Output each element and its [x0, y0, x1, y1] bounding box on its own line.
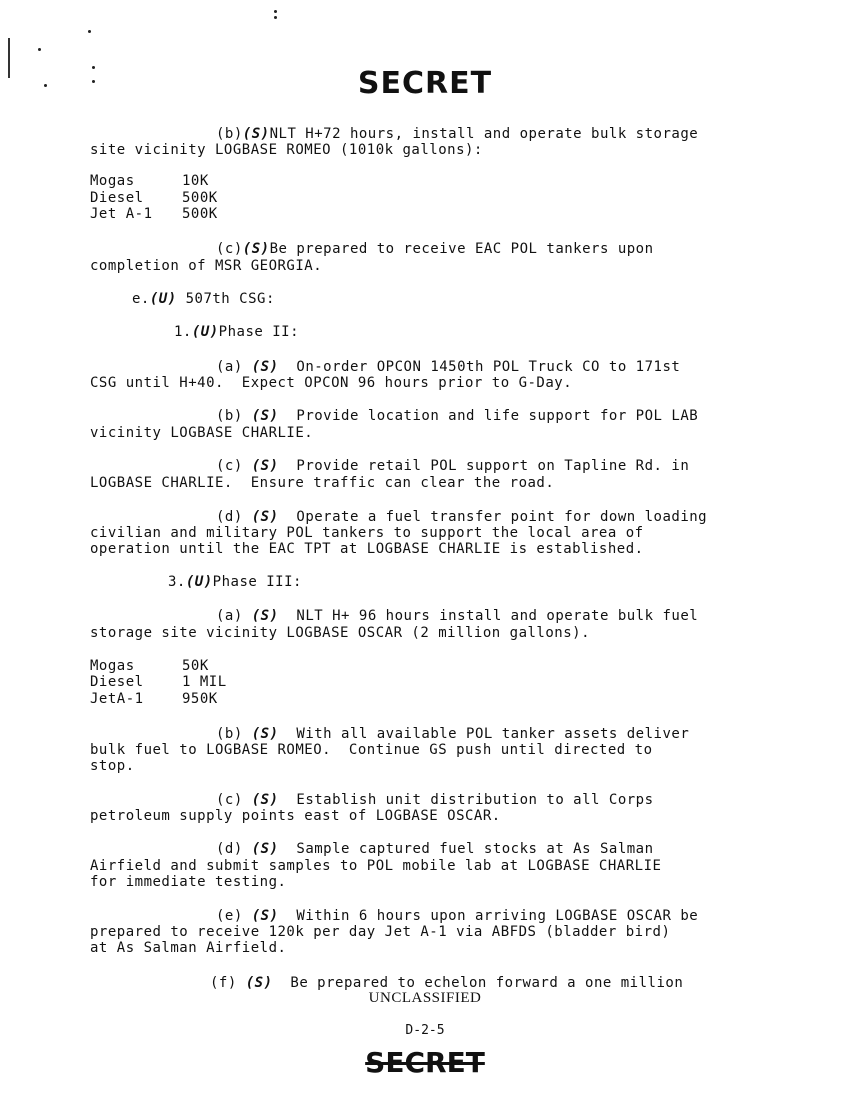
para-label: (b) — [216, 126, 243, 142]
section-e-heading — [132, 291, 275, 307]
para-text: Be prepared to receive EAC POL tankers upon — [269, 241, 654, 257]
para-b-line-2: site vicinity LOGBASE ROMEO (1010k gallons): — [90, 142, 483, 158]
fuel-qty: 10K — [182, 173, 209, 189]
fuel-type: Diesel — [90, 674, 144, 690]
para-label: (b) — [216, 408, 243, 424]
phase-3-d-line-2: Airfield and submit samples to POL mobile lab at LOGBASE CHARLIE — [90, 858, 662, 874]
phase-3-d-line-1 — [216, 841, 654, 857]
fuel-type: JetA-1 — [90, 691, 144, 707]
para-b-line-1 — [216, 126, 698, 142]
scan-speck — [274, 16, 277, 19]
phase-title: Phase III: — [212, 574, 302, 590]
classification-footer — [0, 1046, 850, 1079]
classification-mark: (S) — [251, 726, 279, 742]
classification-mark: (U) — [185, 574, 213, 590]
fuel-row — [90, 190, 218, 206]
para-label: (c) — [216, 792, 243, 808]
phase-3-e-line-3: at As Salman Airfield. — [90, 940, 287, 956]
para-text: NLT H+ 96 hours install and operate bulk fuel — [296, 608, 699, 624]
section-prefix: e. — [132, 291, 150, 307]
fuel-qty: 1 MIL — [182, 674, 227, 690]
phase-2-heading — [174, 324, 299, 340]
para-label: (c) — [216, 241, 243, 257]
classification-mark: (S) — [251, 608, 279, 624]
phase-prefix: 3. — [168, 574, 186, 590]
section-title: 507th CSG: — [185, 291, 275, 307]
classification-mark: (S) — [251, 408, 279, 424]
fuel-type: Diesel — [90, 190, 144, 206]
phase-3-f-line-1 — [210, 975, 683, 991]
classification-mark: (U) — [149, 291, 177, 307]
phase-2-c-line-2: LOGBASE CHARLIE. Ensure traffic can clear the road. — [90, 475, 555, 491]
phase-prefix: 1. — [174, 324, 192, 340]
para-label: (c) — [216, 458, 243, 474]
phase-2-c-line-1 — [216, 458, 689, 474]
page-number: D-2-5 — [405, 1023, 445, 1038]
classification-mark: (S) — [251, 908, 279, 924]
classification-footer-text: SECRET — [365, 1046, 485, 1079]
phase-2-b-line-2: vicinity LOGBASE CHARLIE. — [90, 425, 314, 441]
classification-mark: (S) — [251, 458, 279, 474]
para-text: With all available POL tanker assets deliver — [296, 726, 690, 742]
classification-mark: (S) — [242, 126, 270, 142]
scan-speck — [88, 30, 91, 33]
classification-mark: (S) — [245, 975, 273, 991]
para-label: (a) — [216, 359, 243, 375]
phase-2-d-line-2: civilian and military POL tankers to support the local area of — [90, 525, 644, 541]
phase-2-a-line-2: CSG until H+40. Expect OPCON 96 hours prior to G-Day. — [90, 375, 573, 391]
para-text: Operate a fuel transfer point for down loading — [296, 509, 708, 525]
phase-2-d-line-3: operation until the EAC TPT at LOGBASE CHARLIE is established. — [90, 541, 644, 557]
classification-mark: (S) — [242, 241, 270, 257]
para-label: (d) — [216, 841, 243, 857]
para-text: Within 6 hours upon arriving LOGBASE OSCAR be — [296, 908, 699, 924]
para-text: Establish unit distribution to all Corps — [296, 792, 654, 808]
para-label: (d) — [216, 509, 243, 525]
para-label: (b) — [216, 726, 243, 742]
fuel-row — [90, 206, 218, 222]
phase-3-heading — [168, 574, 302, 590]
classification-mark: (U) — [191, 324, 219, 340]
fuel-qty: 500K — [182, 206, 218, 222]
para-label: (f) — [210, 975, 237, 991]
classification-header: SECRET — [357, 66, 493, 101]
phase-3-b-line-2: bulk fuel to LOGBASE ROMEO. Continue GS push until directed to — [90, 742, 653, 758]
phase-3-b-line-3: stop. — [90, 758, 135, 774]
phase-2-d-line-1 — [216, 509, 707, 525]
fuel-row — [90, 173, 209, 189]
para-text: Be prepared to echelon forward a one million — [290, 975, 684, 991]
phase-3-a-line-2: storage site vicinity LOGBASE OSCAR (2 million gallons). — [90, 625, 591, 641]
fuel-row — [90, 691, 218, 707]
phase-3-b-line-1 — [216, 726, 689, 742]
phase-3-a-line-1 — [216, 608, 698, 624]
para-label: (e) — [216, 908, 243, 924]
scan-speck — [274, 10, 277, 13]
classification-mark: (S) — [251, 841, 279, 857]
unclassified-stamp: UNCLASSIFIED — [368, 990, 482, 1006]
para-text: Provide retail POL support on Tapline Rd. in — [296, 458, 690, 474]
fuel-type: Jet A-1 — [90, 206, 153, 222]
classification-mark: (S) — [251, 509, 279, 525]
classification-mark: (S) — [251, 359, 279, 375]
phase-3-c-line-1 — [216, 792, 654, 808]
phase-3-e-line-1 — [216, 908, 698, 924]
phase-3-e-line-2: prepared to receive 120k per day Jet A-1 via ABFDS (bladder bird) — [90, 924, 671, 940]
phase-3-c-line-2: petroleum supply points east of LOGBASE OSCAR. — [90, 808, 501, 824]
fuel-qty: 50K — [182, 658, 209, 674]
fuel-row — [90, 658, 209, 674]
para-text: On-order OPCON 1450th POL Truck CO to 171st — [296, 359, 681, 375]
phase-3-d-line-3: for immediate testing. — [90, 874, 287, 890]
phase-2-a-line-1 — [216, 359, 680, 375]
para-text: Provide location and life support for POL LAB — [296, 408, 699, 424]
fuel-qty: 500K — [182, 190, 218, 206]
fuel-type: Mogas — [90, 658, 135, 674]
scan-speck — [38, 48, 41, 51]
para-c-line-1 — [216, 241, 654, 257]
para-text: Sample captured fuel stocks at As Salman — [296, 841, 654, 857]
phase-title: Phase II: — [218, 324, 300, 340]
para-text: NLT H+72 hours, install and operate bulk storage — [269, 126, 699, 142]
fuel-qty: 950K — [182, 691, 218, 707]
classification-mark: (S) — [251, 792, 279, 808]
para-label: (a) — [216, 608, 243, 624]
fuel-row — [90, 674, 227, 690]
phase-2-b-line-1 — [216, 408, 698, 424]
fuel-type: Mogas — [90, 173, 135, 189]
para-c-line-2: completion of MSR GEORGIA. — [90, 258, 323, 274]
